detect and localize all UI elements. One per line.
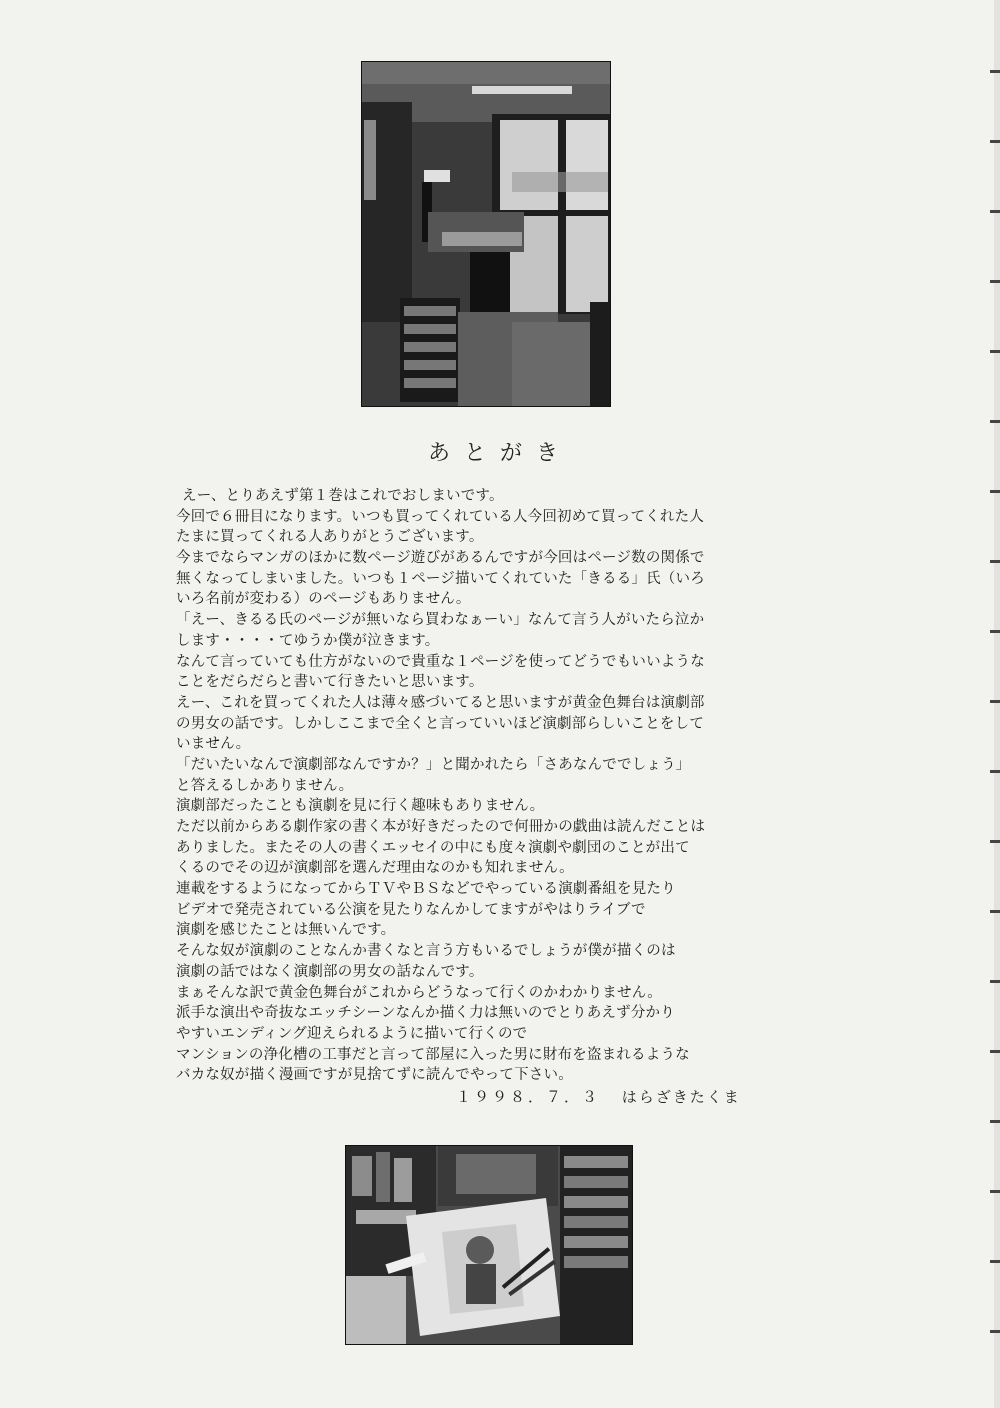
- text-line: たまに買ってくれる人ありがとうございます。: [176, 529, 484, 546]
- text-line: なんて言っていても仕方がないので貴重な１ページを使ってどうでもいいような: [176, 653, 705, 670]
- text-line: 無くなってしまいました。いつも１ページ描いてくれていた「きるる」氏（いろ: [176, 570, 705, 587]
- text-line: ビデオで発売されている公演を見たりなんかしてますがやはりライブで: [176, 901, 646, 918]
- text-line: 「えー、きるる氏のページが無いなら買わなぁーい」なんて言う人がいたら泣か: [176, 612, 705, 629]
- room-photo: [362, 62, 610, 406]
- text-line: 演劇を感じたことは無いんです。: [176, 922, 396, 939]
- text-line: します・・・・てゆうか僕が泣きます。: [176, 632, 440, 649]
- text-line: 演劇部だったことも演劇を見に行く趣味もありません。: [176, 798, 545, 815]
- page-title: あとがき: [427, 441, 572, 466]
- signature: [456, 1086, 741, 1107]
- text-line: と答えるしかありません。: [176, 777, 354, 794]
- text-line: いろ名前が変わる）のページもありません。: [176, 591, 471, 608]
- text-line: えー、とりあえず第１巻はこれでおしまいです。: [182, 488, 504, 504]
- text-line: くるのでその辺が演劇部を選んだ理由なのかも知れません。: [176, 860, 574, 877]
- text-line: いません。: [176, 736, 251, 753]
- text-line: まぁそんな訳で黄金色舞台がこれからどうなって行くのかわかりません。: [176, 984, 662, 1001]
- text-line: そんな奴が演劇のことなんか書くなと言う方もいるでしょうが僕が描くのは: [176, 943, 676, 960]
- text-line: マンションの浄化槽の工事だと言って部屋に入った男に財布を盗まれるような: [176, 1046, 690, 1063]
- desk-photo: [346, 1146, 632, 1344]
- text-line: やすいエンディング迎えられるように描いて行くので: [176, 1025, 528, 1042]
- text-line: ことをだらだらと書いて行きたいと思います。: [176, 674, 484, 691]
- text-line: 演劇の話ではなく演劇部の男女の話なんです。: [176, 963, 484, 980]
- text-line: ただ以前からある劇作家の書く本が好きだったので何冊かの戯曲は読んだことは: [176, 819, 706, 835]
- text-line: ありました。またその人の書くエッセイの中にも度々演劇や劇団のことが出て: [176, 839, 690, 856]
- binding-marks: [974, 0, 1000, 1408]
- signature-author: はらざきたくま: [621, 1088, 741, 1106]
- afterword-text: [176, 486, 816, 1086]
- text-line: の男女の話です。しかしここまで全くと言っていいほど演劇部らしいことをして: [176, 715, 705, 732]
- text-line: 派手な演出や奇抜なエッチシーンなんか描く力は無いのでとりあえず分かり: [176, 1005, 675, 1022]
- signature-date: １９９８．７．３: [456, 1088, 601, 1106]
- text-line: 「だいたいなんで演劇部なんですか？」と聞かれたら「さあなんででしょう」: [176, 756, 691, 773]
- text-line: 連載をするようになってからＴＶやＢＳなどでやっている演劇番組を見たり: [176, 881, 676, 898]
- text-line: 今回で６冊目になります。いつも買ってくれている人今回初めて買ってくれた人: [176, 508, 705, 525]
- text-line: 今までならマンガのほかに数ページ遊びがあるんですが今回はページ数の関係で: [176, 550, 705, 567]
- text-line: バカな奴が描く漫画ですが見捨てずに読んでやって下さい。: [176, 1067, 573, 1084]
- text-line: えー、これを買ってくれた人は薄々感づいてると思いますが黄金色舞台は演劇部: [176, 694, 705, 711]
